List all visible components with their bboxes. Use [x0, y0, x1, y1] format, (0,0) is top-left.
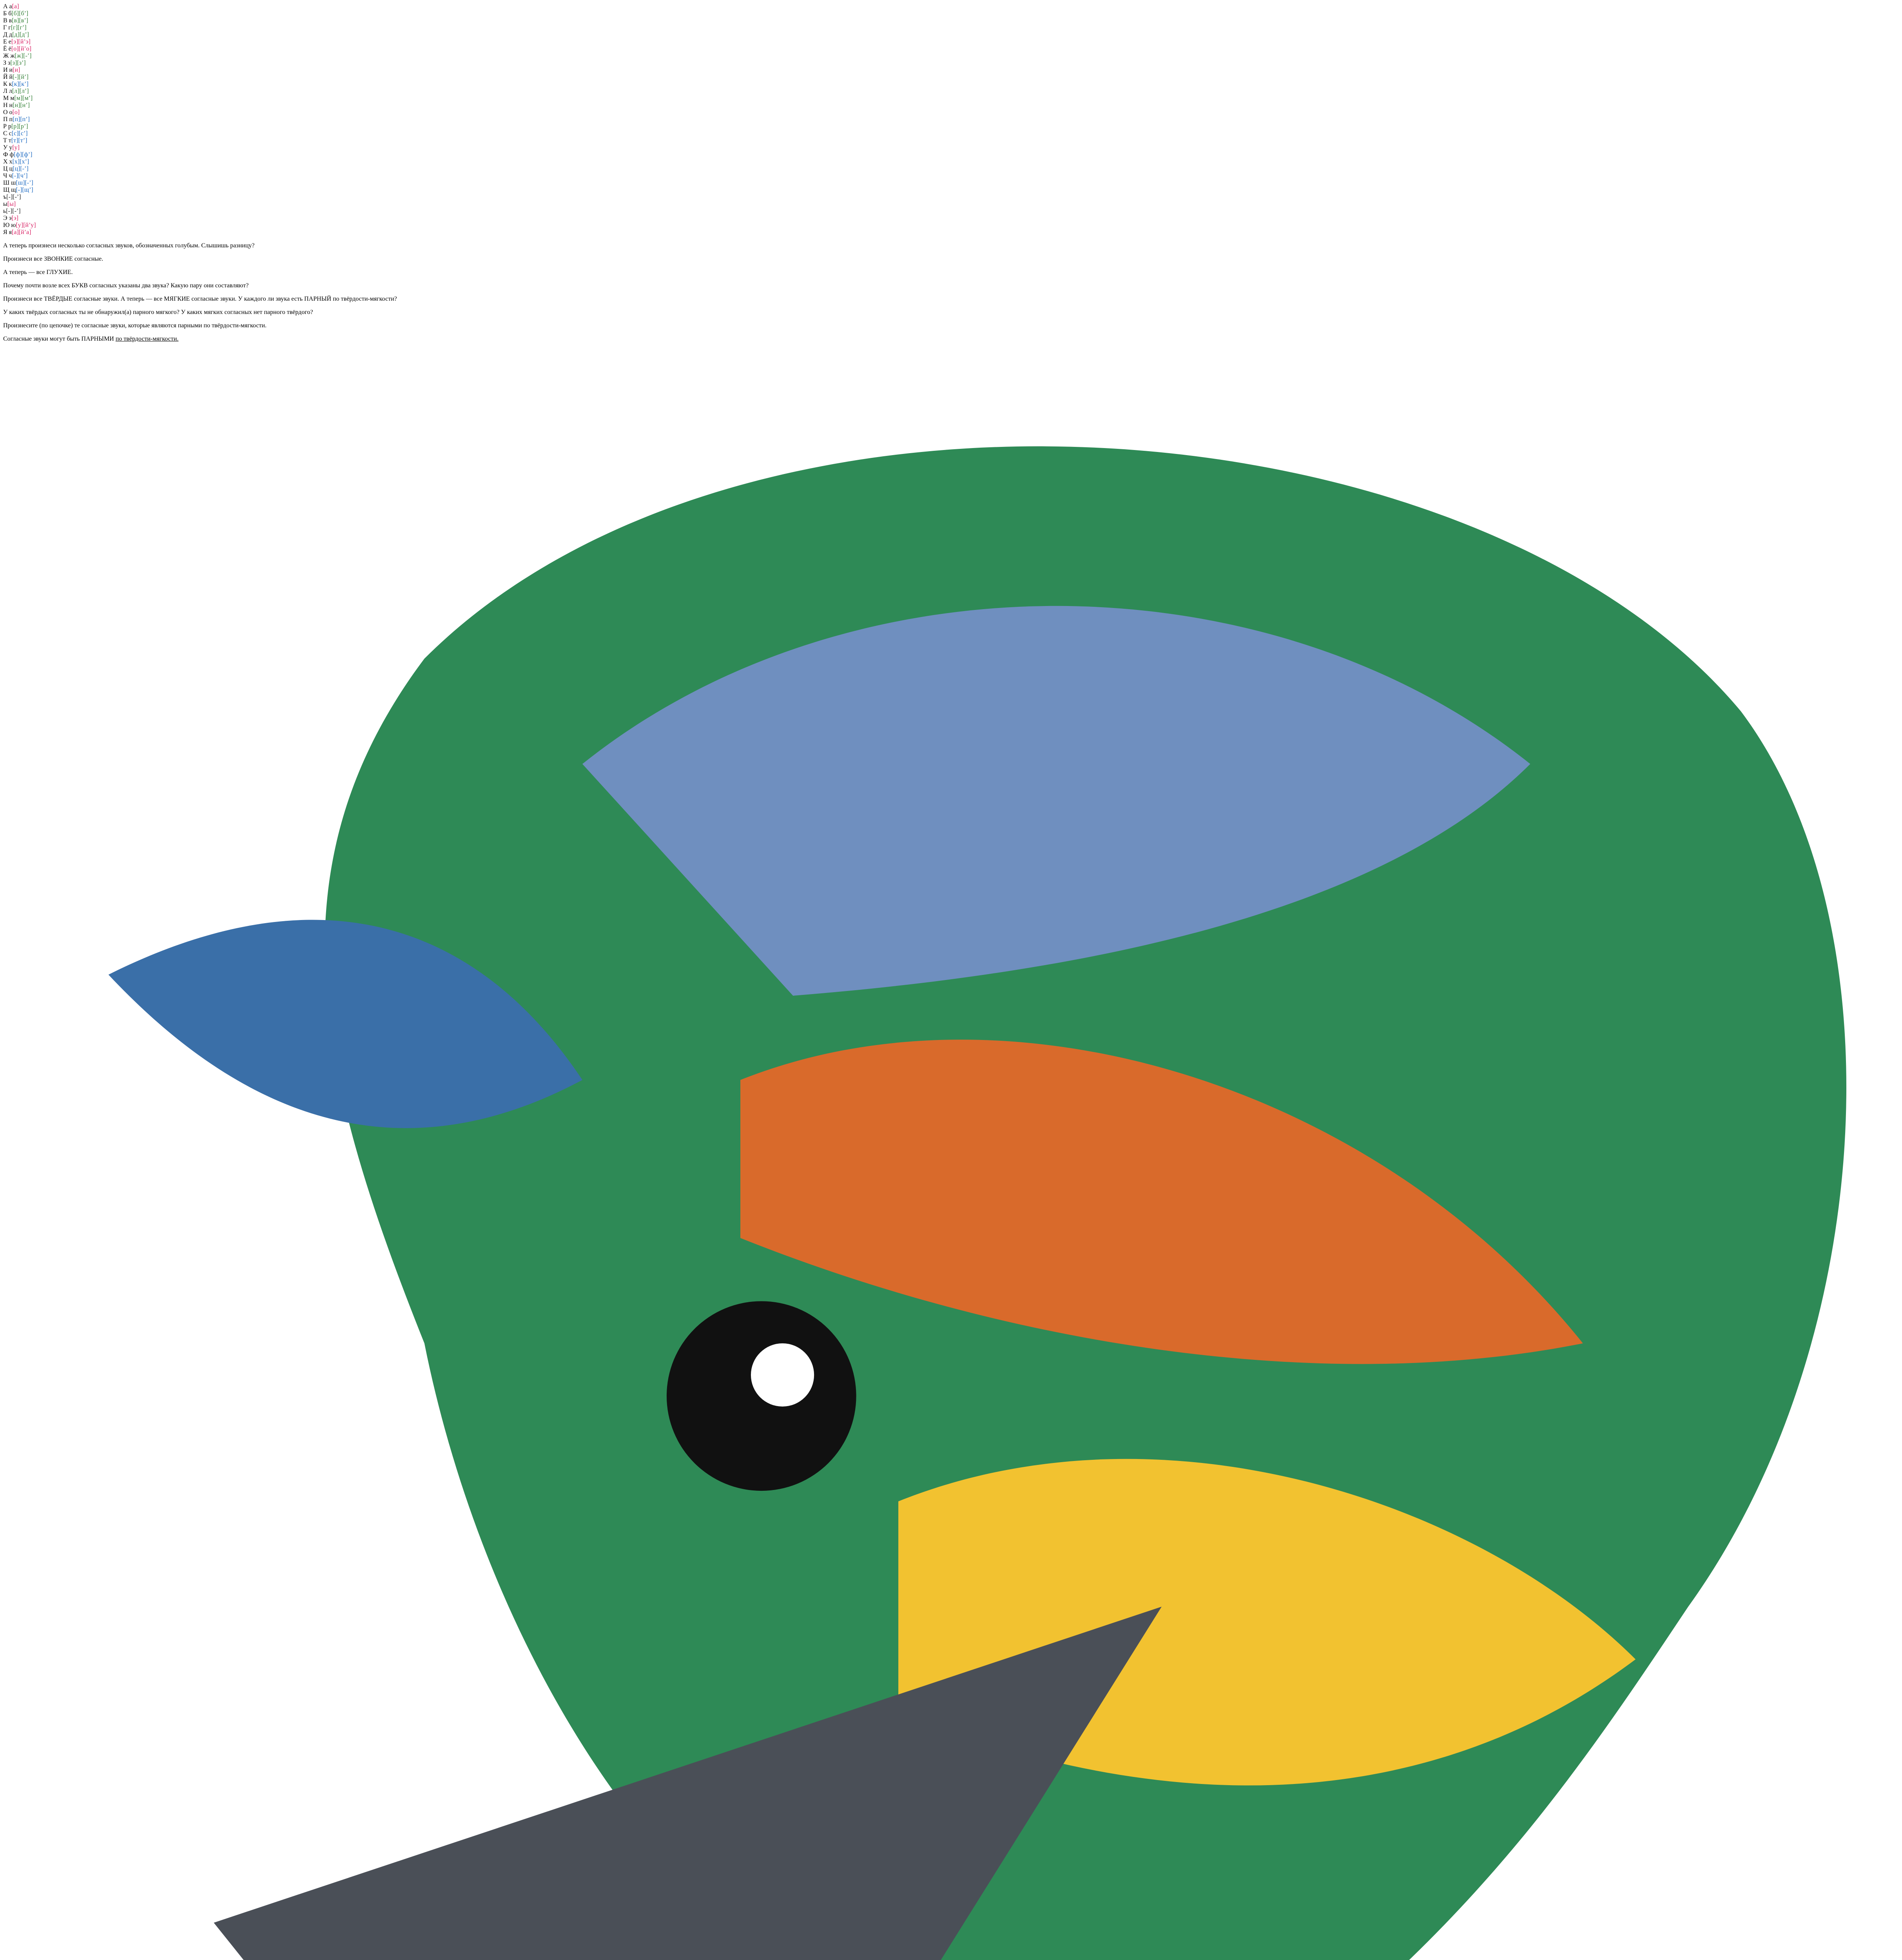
letter: Ч ч [3, 172, 12, 179]
alphabet-row [3, 222, 1899, 229]
hard-sound: [г] [11, 24, 18, 31]
alphabet-row [3, 172, 1899, 180]
alphabet-row [3, 208, 1899, 215]
hard-sound: [з] [10, 60, 17, 66]
magpie-illustration [3, 343, 1899, 1960]
soft-sound: [-’] [12, 208, 21, 214]
letter: С с [3, 130, 12, 137]
soft-sound: [х’] [20, 158, 29, 165]
alphabet-row [3, 229, 1899, 236]
textbook-page [3, 3, 1899, 1960]
soft-sound: [р’] [18, 123, 28, 130]
soft-sound: [к’] [19, 81, 29, 87]
hard-sound: [-] [6, 208, 13, 214]
hard-sound: [у] [12, 144, 20, 151]
alphabet-row [3, 10, 1899, 17]
hard-sound: [н] [13, 102, 20, 109]
hard-sound: [ф] [14, 151, 22, 158]
letter: Ю ю [3, 222, 16, 229]
hard-sound: [д] [12, 31, 20, 38]
letter: ы [3, 201, 7, 207]
letter: Н н [3, 102, 13, 109]
letter: Я я [3, 229, 12, 236]
rule-line-3: по твёрдости-мягкости. [115, 336, 179, 342]
letter: О о [3, 109, 13, 116]
alphabet-row [3, 180, 1899, 187]
soft-sound: [ч’] [18, 172, 28, 179]
hard-sound: [а] [12, 229, 19, 236]
hard-sound: [э] [11, 215, 18, 221]
alphabet-row [3, 17, 1899, 24]
paragraph-2: Произнеси все ЗВОНКИЕ согласные. [3, 256, 103, 262]
letter: Е е [3, 38, 11, 45]
alphabet-row [3, 165, 1899, 172]
letter: Р р [3, 123, 11, 130]
letter: Л л [3, 88, 12, 94]
letter: Х х [3, 158, 13, 165]
alphabet-row [3, 38, 1899, 45]
letter: Ц ц [3, 165, 13, 172]
alphabet-row [3, 53, 1899, 60]
soft-sound: [щ’] [22, 187, 33, 193]
soft-sound: [й’о] [18, 45, 32, 52]
alphabet-row [3, 137, 1899, 144]
paragraph-1: А теперь произнеси несколько согласных звуков, обозначенных голубым. Слышишь разницу? [3, 242, 255, 249]
hard-sound: [о] [12, 109, 20, 116]
letter: Ш ш [3, 180, 16, 186]
soft-sound: [п’] [20, 116, 30, 123]
letter: Д д [3, 31, 13, 38]
hard-sound: [ц] [13, 165, 20, 172]
hard-sound: [о] [11, 45, 19, 52]
soft-sound: [б’] [19, 10, 29, 17]
hard-sound: [у] [16, 222, 24, 229]
hard-sound: [ы] [7, 201, 16, 207]
main-text [3, 242, 1899, 329]
soft-sound: [-’] [23, 53, 32, 59]
alphabet-row [3, 45, 1899, 53]
alphabet-row [3, 187, 1899, 194]
letter: З з [3, 60, 11, 66]
soft-sound: [г’] [18, 24, 27, 31]
hard-sound: [п] [13, 116, 20, 123]
alphabet-row [3, 158, 1899, 165]
alphabet-row [3, 88, 1899, 95]
alphabet-row [3, 3, 1899, 10]
hard-sound: [-] [13, 74, 19, 80]
letter: И и [3, 67, 13, 73]
soft-sound: [й’у] [23, 222, 36, 229]
letter: В в [3, 17, 12, 24]
question-2: У каких твёрдых согласных ты не обнаружил(а) парного мягкого? У каких мягких согласных нет парного твёрдого? [3, 309, 313, 316]
alphabet-row [3, 130, 1899, 137]
soft-sound: [з’] [17, 60, 26, 66]
soft-sound: [д’] [19, 31, 29, 38]
hard-sound: [и] [13, 67, 20, 73]
letter: ъ [3, 194, 7, 200]
letter: Б б [3, 10, 12, 17]
letter: П п [3, 116, 13, 123]
alphabet-row [3, 215, 1899, 222]
letter: М м [3, 95, 15, 102]
letter: ь [3, 208, 6, 214]
alphabet-row [3, 102, 1899, 109]
alphabet-row [3, 123, 1899, 130]
soft-sound: [с’] [18, 130, 28, 137]
alphabet-row [3, 116, 1899, 123]
alphabet-row [3, 60, 1899, 67]
hard-sound: [-] [6, 194, 13, 200]
alphabet-row [3, 151, 1899, 158]
soft-sound: [л’] [19, 88, 29, 94]
soft-sound: [-’] [13, 194, 21, 200]
soft-sound: [н’] [20, 102, 30, 109]
alphabet-row [3, 74, 1899, 81]
hard-sound: [б] [11, 10, 19, 17]
letter: Ж ж [3, 53, 15, 59]
soft-sound: [-’] [20, 165, 29, 172]
hard-sound: [т] [11, 137, 18, 144]
soft-sound: [й’э] [18, 38, 31, 45]
hard-sound: [с] [11, 130, 19, 137]
letter: А а [3, 3, 12, 10]
soft-sound: [т’] [18, 137, 27, 144]
alphabet-row [3, 31, 1899, 38]
soft-sound: [й’] [19, 74, 29, 80]
paragraph-4: Произнеси все ТВЁРДЫЕ согласные звуки. А теперь — все МЯГКИЕ согласные звуки. У каждого ли звука есть ПАРНЫЙ по твёрдости-мягкости? [3, 296, 397, 302]
rule-box [3, 336, 1899, 343]
hard-sound: [х] [12, 158, 20, 165]
letter: Т т [3, 137, 11, 144]
rule-line-2: быть ПАРНЫМИ [67, 336, 114, 342]
alphabet-row [3, 95, 1899, 102]
hard-sound: [м] [14, 95, 23, 102]
hard-sound: [э] [11, 38, 18, 45]
soft-sound: [ф’] [22, 151, 33, 158]
soft-sound: [м’] [22, 95, 33, 102]
hard-sound: [а] [12, 3, 19, 10]
alphabet-row [3, 67, 1899, 74]
paragraph-5: Произнесите (по цепочке) те согласные звуки, которые являются парными по твёрдости-мягкости. [3, 322, 267, 329]
soft-sound: [й’а] [18, 229, 31, 236]
paragraph-3: А теперь — все ГЛУХИЕ. [3, 269, 73, 276]
alphabet-row [3, 24, 1899, 31]
alphabet-column [3, 3, 1899, 236]
letter: Э э [3, 215, 12, 221]
hard-sound: [ш] [16, 180, 25, 186]
hard-sound: [ж] [15, 53, 24, 59]
question-1: Почему почти возле всех БУКВ согласных указаны два звука? Какую пару они составляют? [3, 282, 249, 289]
alphabet-row [3, 81, 1899, 88]
letter: Й й [3, 74, 13, 80]
soft-sound: [в’] [19, 17, 28, 24]
rule-line-1: Согласные звуки могут [3, 336, 65, 342]
soft-sound: [-’] [25, 180, 33, 186]
letter: Ё ё [3, 45, 11, 52]
letter: К к [3, 81, 12, 87]
hard-sound: [в] [12, 17, 19, 24]
hard-sound: [к] [12, 81, 19, 87]
hard-sound: [р] [11, 123, 19, 130]
alphabet-row [3, 109, 1899, 116]
alphabet-row [3, 144, 1899, 151]
hard-sound: [-] [16, 187, 22, 193]
letter: Щ щ [3, 187, 16, 193]
hard-sound: [л] [12, 88, 20, 94]
letter: Ф ф [3, 151, 14, 158]
letter: У у [3, 144, 13, 151]
hard-sound: [-] [12, 172, 18, 179]
letter: Г г [3, 24, 11, 31]
alphabet-row [3, 194, 1899, 201]
alphabet-row [3, 201, 1899, 208]
